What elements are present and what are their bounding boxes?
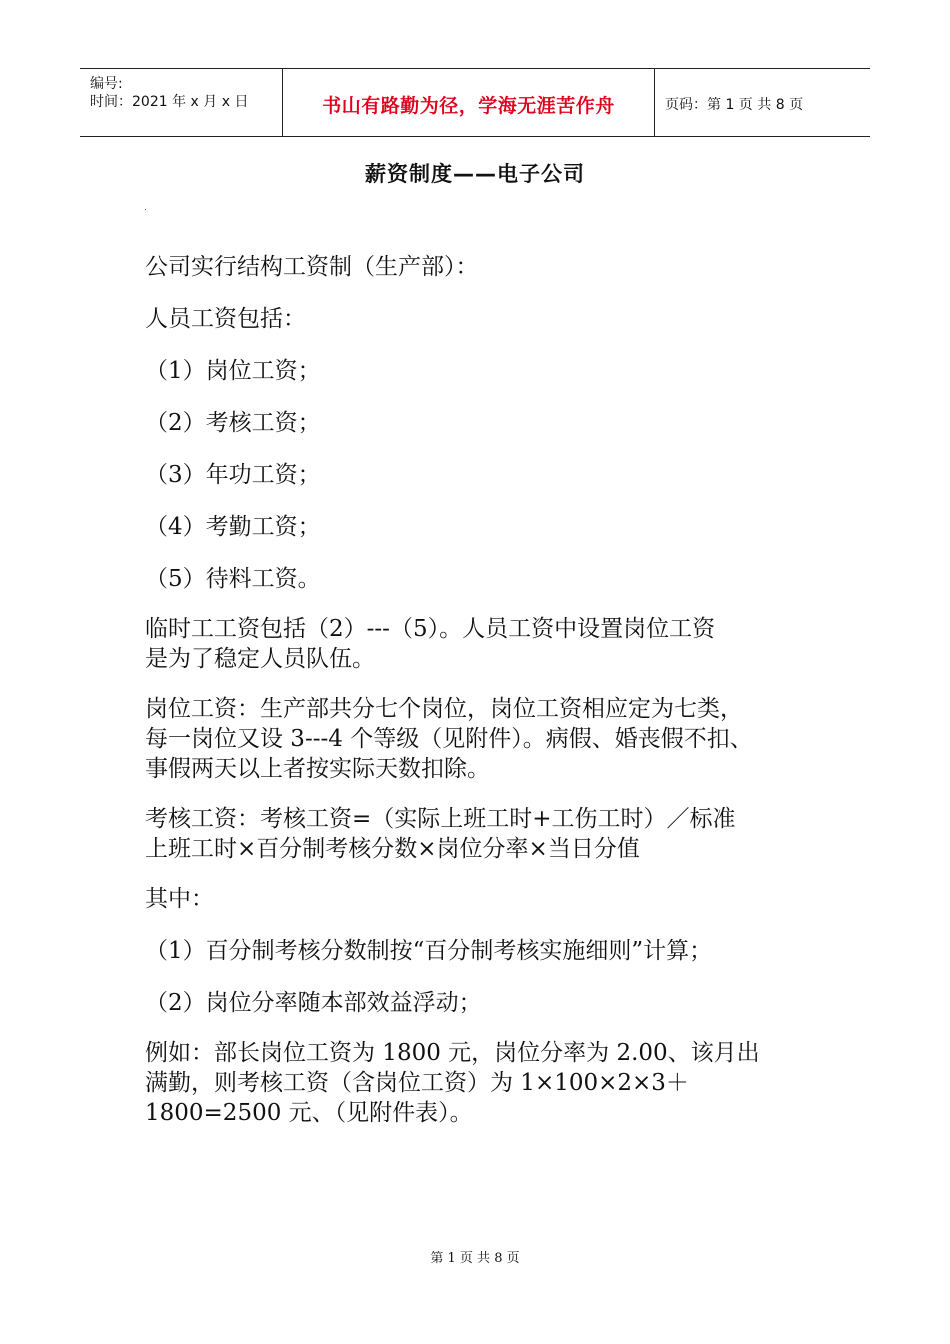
stray-mark xyxy=(145,209,146,210)
list-item: （5）待料工资。 xyxy=(145,566,321,592)
header-page-info: 页码：第 1 页 共 8 页 xyxy=(665,97,804,113)
body-paragraph: 其中： xyxy=(145,886,214,912)
header-number-label: 编号: xyxy=(90,76,123,92)
document-body xyxy=(145,252,815,1128)
list-item: （2）岗位分率随本部效益浮动； xyxy=(145,990,482,1016)
paragraph-line: 例如：部长岗位工资为 1800 元，岗位分率为 2.00、该月出 xyxy=(145,1040,760,1066)
body-paragraph: 公司实行结构工资制（生产部）： xyxy=(145,254,479,280)
paragraph-line: 岗位工资：生产部共分七个岗位，岗位工资相应定为七类， xyxy=(145,696,743,722)
body-paragraph: 人员工资包括： xyxy=(145,306,306,332)
body-paragraph xyxy=(145,694,815,784)
body-paragraph xyxy=(145,614,815,674)
header-divider xyxy=(654,69,655,136)
list-item: （2）考核工资； xyxy=(145,410,321,436)
list-item: （4）考勤工资； xyxy=(145,514,321,540)
header-meta xyxy=(90,75,248,111)
list-item: （1）岗位工资； xyxy=(145,358,321,384)
list-item: （1）百分制考核分数制按“百分制考核实施细则”计算； xyxy=(145,938,713,964)
page-header xyxy=(80,68,870,137)
document-title: 薪资制度——电子公司 xyxy=(365,162,585,186)
paragraph-line: 满勤，则考核工资（含岗位工资）为 1×100×2×3＋ xyxy=(145,1070,689,1096)
body-paragraph xyxy=(145,804,815,864)
paragraph-line: 1800=2500 元、（见附件表）。 xyxy=(145,1100,473,1126)
paragraph-line: 上班工时×百分制考核分数×岗位分率×当日分值 xyxy=(145,836,640,862)
paragraph-line: 临时工工资包括（2）---（5）。人员工资中设置岗位工资 xyxy=(145,616,716,642)
header-time-label: 时间：2021 年 x 月 x 日 xyxy=(90,94,249,110)
paragraph-line: 事假两天以上者按实际天数扣除。 xyxy=(145,756,490,782)
body-paragraph xyxy=(145,1038,815,1128)
paragraph-line: 考核工资：考核工资=（实际上班工时+工伤工时）／标准 xyxy=(145,806,736,832)
page-footer: 第 1 页 共 8 页 xyxy=(430,1251,520,1266)
paragraph-line: 每一岗位又设 3---4 个等级（见附件）。病假、婚丧假不扣、 xyxy=(145,726,753,752)
paragraph-line: 是为了稳定人员队伍。 xyxy=(145,646,375,672)
list-item: （3）年功工资； xyxy=(145,462,321,488)
header-motto: 书山有路勤为径，学海无涯苦作舟 xyxy=(322,95,615,117)
